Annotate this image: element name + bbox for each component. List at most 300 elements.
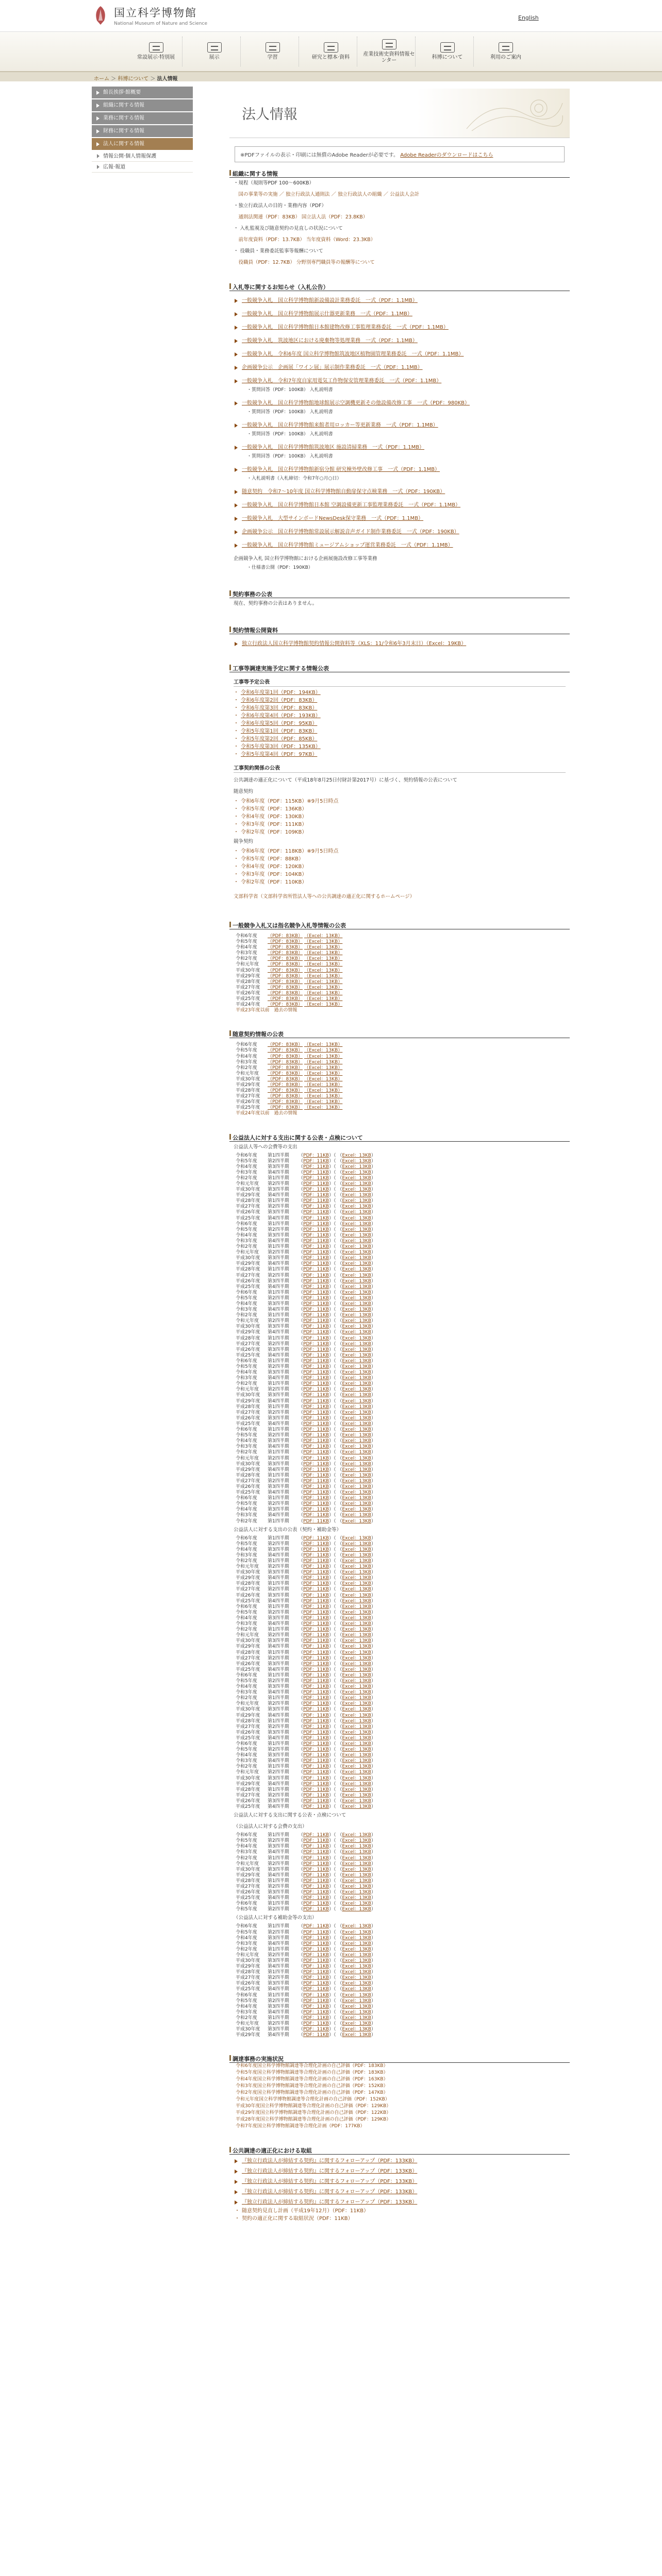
pdf-link[interactable]: PDF：11KB	[303, 1221, 329, 1227]
excel-link[interactable]: （Excel：13KB）	[304, 973, 343, 979]
excel-link[interactable]: Excel：13KB	[342, 1878, 371, 1884]
pdf-link[interactable]: PDF：11KB	[303, 1478, 329, 1484]
excel-link[interactable]: Excel：13KB	[342, 1998, 371, 2004]
excel-link[interactable]: Excel：13KB	[342, 2009, 371, 2015]
pdf-link[interactable]: （PDF：83KB）	[268, 1105, 303, 1111]
pdf-link[interactable]: （PDF：83KB）	[268, 1054, 303, 1059]
pdf-link[interactable]: PDF：11KB	[303, 1364, 329, 1369]
pdf-link[interactable]: PDF：11KB	[303, 1564, 329, 1570]
pdf-link[interactable]: PDF：11KB	[303, 1615, 329, 1621]
excel-link[interactable]: （Excel：13KB）	[304, 1076, 343, 1082]
excel-link[interactable]: Excel：13KB	[342, 1250, 371, 1256]
pdf-link[interactable]: PDF：11KB	[303, 1273, 329, 1278]
excel-link[interactable]: Excel：13KB	[342, 1747, 371, 1753]
org-info-line[interactable]: 役職員（PDF：12.7KB） 分野別専門職員等の報酬等について	[234, 260, 375, 265]
excel-link[interactable]: （Excel：13KB）	[304, 1048, 343, 1054]
pdf-link[interactable]: PDF：11KB	[303, 1232, 329, 1238]
excel-link[interactable]: Excel：13KB	[342, 1713, 371, 1718]
contract-link[interactable]: ・ 令和3年度（PDF：104KB）	[234, 871, 570, 878]
pdf-link[interactable]: PDF：11KB	[303, 1267, 329, 1273]
sidebar-subitem[interactable]: 広報·報道	[92, 162, 193, 173]
plan-link[interactable]: ・ 令和6年度第5回（PDF：95KB）	[234, 720, 570, 727]
pdf-link[interactable]: PDF：11KB	[303, 1850, 329, 1855]
pdf-link[interactable]: PDF：11KB	[303, 1833, 329, 1838]
excel-link[interactable]: Excel：13KB	[342, 1175, 371, 1181]
pdf-link[interactable]: PDF：11KB	[303, 1181, 329, 1187]
pdf-link[interactable]: PDF：11KB	[303, 1376, 329, 1381]
bid-notice-link[interactable]: 一般競争入札 令和7年度自家用電気工作物保安管理業務委託 一式（PDF：1.1MB）	[233, 378, 567, 385]
excel-link[interactable]: Excel：13KB	[342, 1929, 371, 1935]
excel-link[interactable]: Excel：13KB	[342, 1952, 371, 1958]
excel-link[interactable]: （Excel：13KB）	[304, 985, 343, 990]
pdf-link[interactable]: PDF：11KB	[303, 1518, 329, 1524]
excel-link[interactable]: Excel：13KB	[342, 1467, 371, 1472]
pdf-link[interactable]: PDF：11KB	[303, 1713, 329, 1718]
pdf-link[interactable]: PDF：11KB	[303, 1650, 329, 1655]
gnav-item[interactable]	[130, 37, 183, 66]
pdf-link[interactable]: PDF：11KB	[303, 1609, 329, 1615]
excel-link[interactable]: Excel：13KB	[342, 1684, 371, 1690]
excel-link[interactable]: Excel：13KB	[342, 1381, 371, 1387]
follow-up-link[interactable]: 『独立行政法人が締結する契約』に関するフォローアップ（PDF：133KB）	[233, 2199, 567, 2206]
bid-notice-link[interactable]: 一般競争入札 国立科学博物館新宿分館 研究棟外壁改修工事 一式（PDF：1.1MB）	[233, 466, 567, 473]
excel-link[interactable]: Excel：13KB	[342, 1598, 371, 1604]
pdf-link[interactable]: PDF：11KB	[303, 1598, 329, 1604]
pdf-link[interactable]: PDF：11KB	[303, 1592, 329, 1598]
pdf-link[interactable]: PDF：11KB	[303, 1690, 329, 1696]
pdf-link[interactable]: PDF：11KB	[303, 1672, 329, 1678]
excel-link[interactable]: Excel：13KB	[342, 1415, 371, 1421]
excel-link[interactable]: Excel：13KB	[342, 1352, 371, 1358]
excel-link[interactable]: Excel：13KB	[342, 1655, 371, 1661]
follow-up-link[interactable]: 『独立行政法人が締結する契約』に関するフォローアップ（PDF：133KB）	[233, 2189, 567, 2196]
excel-link[interactable]: （Excel：13KB）	[304, 1002, 343, 1008]
pdf-link[interactable]: PDF：11KB	[303, 1352, 329, 1358]
sidebar-item[interactable]: 館長挨拶·館概要	[92, 87, 193, 98]
excel-link[interactable]: （Excel：13KB）	[304, 1099, 343, 1105]
excel-link[interactable]: Excel：13KB	[342, 1170, 371, 1175]
pdf-link[interactable]: PDF：11KB	[303, 1415, 329, 1421]
pdf-link[interactable]: PDF：11KB	[303, 1210, 329, 1215]
pdf-link[interactable]: PDF：11KB	[303, 1992, 329, 1998]
bid-notice-link[interactable]: 一般競争入札 国立科学博物館来館者用ロッカー等更新業務 一式（PDF：1.1MB）	[233, 422, 567, 429]
excel-link[interactable]: Excel：13KB	[342, 1232, 371, 1238]
excel-link[interactable]: Excel：13KB	[342, 1358, 371, 1364]
bid-notice-link[interactable]: 一般競争入札 国立科学博物館ミュージアムショップ運営業務委託 一式（PDF：1.1MB）	[233, 542, 567, 549]
excel-link[interactable]: Excel：13KB	[342, 1307, 371, 1313]
excel-link[interactable]: （Excel：13KB）	[304, 968, 343, 973]
pdf-link[interactable]: PDF：11KB	[303, 1164, 329, 1170]
excel-link[interactable]: Excel：13KB	[342, 1433, 371, 1438]
excel-link[interactable]: （Excel：13KB）	[304, 1105, 343, 1111]
pdf-link[interactable]: PDF：11KB	[303, 1318, 329, 1324]
excel-link[interactable]: Excel：13KB	[342, 1313, 371, 1318]
excel-link[interactable]: Excel：13KB	[342, 1438, 371, 1444]
pdf-link[interactable]: PDF：11KB	[303, 1753, 329, 1758]
pdf-link[interactable]: PDF：11KB	[303, 1781, 329, 1787]
excel-link[interactable]: （Excel：13KB）	[304, 1065, 343, 1071]
pdf-link[interactable]: PDF：11KB	[303, 1730, 329, 1735]
pdf-link[interactable]: PDF：11KB	[303, 1644, 329, 1650]
pdf-link[interactable]: PDF：11KB	[303, 1952, 329, 1958]
excel-link[interactable]: Excel：13KB	[342, 1547, 371, 1552]
pdf-link[interactable]: PDF：11KB	[303, 1844, 329, 1850]
pdf-link[interactable]: PDF：11KB	[303, 1444, 329, 1450]
excel-link[interactable]: （Excel：13KB）	[304, 1059, 343, 1065]
pdf-link[interactable]: PDF：11KB	[303, 1347, 329, 1352]
pdf-link[interactable]: PDF：11KB	[303, 2004, 329, 2009]
excel-link[interactable]: Excel：13KB	[342, 1958, 371, 1963]
pdf-link[interactable]: PDF：11KB	[303, 1490, 329, 1496]
pdf-link[interactable]: PDF：11KB	[303, 1358, 329, 1364]
pdf-link[interactable]: PDF：11KB	[303, 1998, 329, 2004]
excel-link[interactable]: Excel：13KB	[342, 1450, 371, 1455]
sidebar-item[interactable]: 財務に関する情報	[92, 125, 193, 137]
excel-link[interactable]: （Excel：13KB）	[304, 945, 343, 951]
pdf-link[interactable]: PDF：11KB	[303, 1787, 329, 1792]
pdf-link[interactable]: PDF：11KB	[303, 1290, 329, 1295]
pdf-link[interactable]: PDF：11KB	[303, 1696, 329, 1701]
gnav-item[interactable]	[305, 37, 357, 66]
excel-link[interactable]: Excel：13KB	[342, 1741, 371, 1747]
pdf-link[interactable]: PDF：11KB	[303, 1238, 329, 1244]
pdf-link[interactable]: PDF：11KB	[303, 1215, 329, 1221]
pdf-link[interactable]: （PDF：83KB）	[268, 939, 303, 945]
pdf-link[interactable]: （PDF：83KB）	[268, 1042, 303, 1048]
pdf-link[interactable]: PDF：11KB	[303, 1701, 329, 1707]
excel-link[interactable]: Excel：13KB	[342, 1872, 371, 1878]
bid-notice-subnote[interactable]: ・質問回答（PDF：100KB） 入札説明書	[247, 432, 333, 437]
pdf-link[interactable]: PDF：11KB	[303, 1621, 329, 1627]
excel-link[interactable]: Excel：13KB	[342, 1278, 371, 1284]
pdf-link[interactable]: PDF：11KB	[303, 1741, 329, 1747]
excel-link[interactable]: Excel：13KB	[342, 1792, 371, 1798]
excel-link[interactable]: Excel：13KB	[342, 1787, 371, 1792]
excel-link[interactable]: Excel：13KB	[342, 1941, 371, 1946]
pdf-link[interactable]: （PDF：83KB）	[268, 990, 303, 996]
excel-link[interactable]: Excel：13KB	[342, 1707, 371, 1713]
excel-link[interactable]: Excel：13KB	[342, 1215, 371, 1221]
pdf-link[interactable]: （PDF：83KB）	[268, 968, 303, 973]
excel-link[interactable]: Excel：13KB	[342, 1672, 371, 1678]
pdf-link[interactable]: PDF：11KB	[303, 1861, 329, 1867]
pdf-link[interactable]: PDF：11KB	[303, 1855, 329, 1861]
plan-link[interactable]: ・ 令和6年度第2回（PDF：83KB）	[234, 697, 570, 704]
excel-link[interactable]: Excel：13KB	[342, 1690, 371, 1696]
pdf-link[interactable]: PDF：11KB	[303, 1433, 329, 1438]
excel-link[interactable]: Excel：13KB	[342, 1478, 371, 1484]
sidebar-subitem[interactable]: 情報公開·個人情報保護	[92, 151, 193, 162]
excel-link[interactable]: Excel：13KB	[342, 1798, 371, 1804]
pdf-link[interactable]: PDF：11KB	[303, 1278, 329, 1284]
excel-link[interactable]: Excel：13KB	[342, 1181, 371, 1187]
pdf-link[interactable]: （PDF：83KB）	[268, 985, 303, 990]
org-info-line[interactable]: 通則法関連（PDF：83KB） 国立法人法（PDF：23.8KB）	[234, 214, 368, 220]
pdf-link[interactable]: PDF：11KB	[303, 1301, 329, 1307]
pdf-link[interactable]: PDF：11KB	[303, 1987, 329, 1992]
excel-link[interactable]: Excel：13KB	[342, 1238, 371, 1244]
pdf-link[interactable]: PDF：11KB	[303, 1170, 329, 1175]
pdf-link[interactable]: PDF：11KB	[303, 2032, 329, 2038]
bid-notice-subnote[interactable]: ・質問回答（PDF：100KB） 入札説明書	[247, 387, 333, 393]
excel-link[interactable]: Excel：13KB	[342, 2032, 371, 2038]
bid-notice-link[interactable]: 一般競争入札 国立科学博物館日本館 空調設備更新工事監理業務委託 一式（PDF：1.1MB）	[233, 502, 567, 509]
pdf-link[interactable]: PDF：11KB	[303, 1764, 329, 1770]
pdf-link[interactable]: PDF：11KB	[303, 1867, 329, 1872]
excel-link[interactable]: Excel：13KB	[342, 1678, 371, 1684]
gnav-item[interactable]	[247, 37, 299, 66]
excel-link[interactable]: Excel：13KB	[342, 1992, 371, 1998]
pdf-link[interactable]: PDF：11KB	[303, 1958, 329, 1963]
bid-notice-link[interactable]: 一般競争入札 令和6年度 国立科学博物館筑波地区植物園管理業務委託 一式（PDF：1.1MB）	[233, 351, 567, 358]
excel-link[interactable]: Excel：13KB	[342, 1295, 371, 1301]
pdf-link[interactable]: PDF：11KB	[303, 1370, 329, 1376]
excel-link[interactable]: Excel：13KB	[342, 1455, 371, 1461]
pdf-link[interactable]: PDF：11KB	[303, 1633, 329, 1638]
pdf-link[interactable]: PDF：11KB	[303, 1804, 329, 1810]
breadcrumb-about[interactable]: 科博について	[118, 76, 149, 82]
contract-link[interactable]: ・ 令和4年度（PDF：120KB）	[234, 863, 570, 871]
contract-info-link[interactable]: 独立行政法人国立科学博物館契約情報公開資料等（XLS：11/令和6年3月末日）（Excel：19KB）	[233, 640, 567, 648]
excel-link[interactable]: Excel：13KB	[342, 1507, 371, 1513]
bid-notice-link[interactable]: 企画競争公示 国立科学博物館常設展示解説音声ガイド制作業務委託 一式（PDF：190KB）	[233, 529, 567, 536]
excel-link[interactable]: Excel：13KB	[342, 1644, 371, 1650]
pdf-link[interactable]: PDF：11KB	[303, 1295, 329, 1301]
excel-link[interactable]: Excel：13KB	[342, 1615, 371, 1621]
plan-link[interactable]: ・ 令和6年度第1回（PDF：194KB）	[234, 689, 570, 697]
excel-link[interactable]: Excel：13KB	[342, 2015, 371, 2021]
pdf-link[interactable]: PDF：11KB	[303, 1450, 329, 1455]
excel-link[interactable]: Excel：13KB	[342, 1609, 371, 1615]
excel-link[interactable]: Excel：13KB	[342, 1256, 371, 1261]
pdf-link[interactable]: PDF：11KB	[303, 1770, 329, 1775]
excel-link[interactable]: Excel：13KB	[342, 1775, 371, 1781]
bid-tail-link[interactable]: ・仕様書公開（PDF：190KB）	[247, 565, 313, 570]
contract-link[interactable]: ・ 令和3年度（PDF：111KB）	[234, 821, 570, 828]
excel-link[interactable]: Excel：13KB	[342, 1867, 371, 1872]
excel-link[interactable]: Excel：13KB	[342, 1661, 371, 1667]
pdf-link[interactable]: PDF：11KB	[303, 2021, 329, 2027]
pdf-link[interactable]: PDF：11KB	[303, 1153, 329, 1158]
pdf-link[interactable]: PDF：11KB	[303, 1575, 329, 1581]
bid-notice-link[interactable]: 一般競争入札 国立科学博物館筑波地区 施設清掃業務 一式（PDF：1.1MB）	[233, 444, 567, 451]
pdf-link[interactable]: PDF：11KB	[303, 1975, 329, 1981]
pdf-link[interactable]: PDF：11KB	[303, 1324, 329, 1330]
pdf-link[interactable]: PDF：11KB	[303, 1638, 329, 1644]
pdf-link[interactable]: （PDF：83KB）	[268, 945, 303, 951]
excel-link[interactable]: （Excel：13KB）	[304, 1071, 343, 1076]
pdf-link[interactable]: PDF：11KB	[303, 1455, 329, 1461]
pdf-link[interactable]: PDF：11KB	[303, 1404, 329, 1410]
excel-link[interactable]: Excel：13KB	[342, 2004, 371, 2009]
excel-link[interactable]: Excel：13KB	[342, 1924, 371, 1929]
excel-link[interactable]: Excel：13KB	[342, 1221, 371, 1227]
excel-link[interactable]: Excel：13KB	[342, 1627, 371, 1633]
contract-link[interactable]: ・ 令和6年度（PDF：118KB）※9月5日時点	[234, 848, 570, 855]
pdf-link[interactable]: PDF：11KB	[303, 1775, 329, 1781]
sidebar-item[interactable]: 組織に関する情報	[92, 99, 193, 111]
excel-link[interactable]: Excel：13KB	[342, 1444, 371, 1450]
excel-link[interactable]: Excel：13KB	[342, 1833, 371, 1838]
pdf-link[interactable]: PDF：11KB	[303, 1684, 329, 1690]
excel-link[interactable]: Excel：13KB	[342, 1164, 371, 1170]
excel-link[interactable]: （Excel：13KB）	[304, 990, 343, 996]
pdf-link[interactable]: （PDF：83KB）	[268, 1002, 303, 1008]
contract-link[interactable]: ・ 令和2年度（PDF：109KB）	[234, 828, 570, 836]
procurement-link[interactable]: 令和3年度国立科学博物館調達等合理化計画の自己評価（PDF：152KB）	[236, 2083, 388, 2089]
procurement-link[interactable]: 令和7年度国立科学博物館調達等合理化計画（PDF：177KB）	[236, 2124, 365, 2129]
review-link[interactable]: ・ 随意契約見直し計画（平成19年12月）（PDF：11KB）	[235, 2207, 570, 2215]
excel-link[interactable]: Excel：13KB	[342, 1227, 371, 1232]
excel-link[interactable]: Excel：13KB	[342, 1770, 371, 1775]
excel-link[interactable]: Excel：13KB	[342, 1735, 371, 1741]
pdf-link[interactable]: PDF：11KB	[303, 1387, 329, 1393]
bid-notice-subnote[interactable]: ・入札説明書（入札締切：令和7年○月○日）	[247, 476, 342, 481]
pdf-link[interactable]: PDF：11KB	[303, 1935, 329, 1941]
org-info-line[interactable]: 前年度資料（PDF：13.7KB） 当年度資料（Word：23.3KB）	[234, 237, 376, 243]
excel-link[interactable]: （Excel：13KB）	[304, 962, 343, 968]
pdf-link[interactable]: PDF：11KB	[303, 1427, 329, 1433]
pdf-link[interactable]: PDF：11KB	[303, 1313, 329, 1318]
pdf-link[interactable]: PDF：11KB	[303, 1655, 329, 1661]
pdf-link[interactable]: PDF：11KB	[303, 1552, 329, 1558]
pdf-link[interactable]: PDF：11KB	[303, 1461, 329, 1467]
excel-link[interactable]: Excel：13KB	[342, 1427, 371, 1433]
excel-link[interactable]: Excel：13KB	[342, 1946, 371, 1952]
site-logo[interactable]	[92, 5, 207, 26]
excel-link[interactable]: Excel：13KB	[342, 1650, 371, 1655]
pdf-link[interactable]: PDF：11KB	[303, 1570, 329, 1575]
excel-link[interactable]: Excel：13KB	[342, 1890, 371, 1895]
pdf-link[interactable]: PDF：11KB	[303, 1707, 329, 1713]
follow-up-link[interactable]: 『独立行政法人が締結する契約』に関するフォローアップ（PDF：133KB）	[233, 2178, 567, 2185]
pdf-link[interactable]: PDF：11KB	[303, 1467, 329, 1472]
excel-link[interactable]: Excel：13KB	[342, 1410, 371, 1415]
excel-link[interactable]: Excel：13KB	[342, 1604, 371, 1609]
excel-link[interactable]: （Excel：13KB）	[304, 1042, 343, 1048]
excel-link[interactable]: （Excel：13KB）	[304, 939, 343, 945]
excel-link[interactable]: Excel：13KB	[342, 1861, 371, 1867]
contract-link[interactable]: ・ 令和6年度（PDF：115KB）※9月5日時点	[234, 798, 570, 805]
pdf-link[interactable]: PDF：11KB	[303, 1198, 329, 1204]
plan-link[interactable]: ・ 令和5年度第3回（PDF：135KB）	[234, 743, 570, 751]
excel-link[interactable]: Excel：13KB	[342, 1330, 371, 1335]
gnav-item[interactable]	[363, 37, 416, 66]
excel-link[interactable]: Excel：13KB	[342, 1301, 371, 1307]
pdf-link[interactable]: PDF：11KB	[303, 1541, 329, 1547]
excel-link[interactable]: Excel：13KB	[342, 1496, 371, 1501]
excel-link[interactable]: Excel：13KB	[342, 1387, 371, 1393]
excel-link[interactable]: （Excel：13KB）	[304, 956, 343, 962]
pdf-link[interactable]: （PDF：83KB）	[268, 979, 303, 985]
excel-link[interactable]: Excel：13KB	[342, 1855, 371, 1861]
pdf-link[interactable]: PDF：11KB	[303, 1678, 329, 1684]
excel-link[interactable]: Excel：13KB	[342, 1370, 371, 1376]
excel-link[interactable]: （Excel：13KB）	[304, 996, 343, 1002]
pdf-link[interactable]: （PDF：83KB）	[268, 1088, 303, 1094]
procurement-link[interactable]: 令和2年度国立科学博物館調達等合理化計画の自己評価（PDF：147KB）	[236, 2090, 388, 2096]
bid-notice-link[interactable]: 一般競争入札 国立科学博物館日本館建物改修工事監理業務委託 一式（PDF：1.1MB）	[233, 324, 567, 331]
procurement-link[interactable]: 平成28年度国立科学博物館調達等合理化計画の自己評価（PDF：129KB）	[236, 2117, 391, 2123]
pdf-link[interactable]: PDF：11KB	[303, 1484, 329, 1489]
excel-link[interactable]: Excel：13KB	[342, 1975, 371, 1981]
pdf-link[interactable]: （PDF：83KB）	[268, 1059, 303, 1065]
excel-link[interactable]: Excel：13KB	[342, 1552, 371, 1558]
sidebar-item[interactable]: 法人に関する情報	[92, 138, 193, 150]
procurement-link[interactable]: 平成30年度国立科学博物館調達等合理化計画の自己評価（PDF：129KB）	[236, 2104, 391, 2109]
pdf-link[interactable]: PDF：11KB	[303, 1227, 329, 1232]
excel-link[interactable]: Excel：13KB	[342, 1158, 371, 1164]
excel-link[interactable]: Excel：13KB	[342, 1884, 371, 1889]
excel-link[interactable]: Excel：13KB	[342, 1273, 371, 1278]
pdf-link[interactable]: PDF：11KB	[303, 1204, 329, 1210]
pdf-link[interactable]: PDF：11KB	[303, 1507, 329, 1513]
excel-link[interactable]: Excel：13KB	[342, 1907, 371, 1912]
pdf-link[interactable]: PDF：11KB	[303, 1884, 329, 1889]
contract-link[interactable]: ・ 令和5年度（PDF：88KB）	[234, 855, 570, 863]
excel-link[interactable]: Excel：13KB	[342, 1987, 371, 1992]
pdf-link[interactable]: PDF：11KB	[303, 1798, 329, 1804]
excel-link[interactable]: Excel：13KB	[342, 2021, 371, 2027]
excel-link[interactable]: Excel：13KB	[342, 1587, 371, 1592]
pdf-link[interactable]: PDF：11KB	[303, 1878, 329, 1884]
pdf-link[interactable]: PDF：11KB	[303, 1330, 329, 1335]
pdf-link[interactable]: PDF：11KB	[303, 1496, 329, 1501]
excel-link[interactable]: Excel：13KB	[342, 1638, 371, 1644]
pdf-link[interactable]: PDF：11KB	[303, 1872, 329, 1878]
excel-link[interactable]: （Excel：13KB）	[304, 1094, 343, 1099]
pdf-link[interactable]: PDF：11KB	[303, 1792, 329, 1798]
excel-link[interactable]: Excel：13KB	[342, 1970, 371, 1975]
gnav-item[interactable]	[480, 37, 532, 66]
excel-link[interactable]: Excel：13KB	[342, 1421, 371, 1427]
excel-link[interactable]: Excel：13KB	[342, 1472, 371, 1478]
pdf-link[interactable]: （PDF：83KB）	[268, 996, 303, 1002]
excel-link[interactable]: Excel：13KB	[342, 1541, 371, 1547]
sidebar-item[interactable]: 業務に関する情報	[92, 112, 193, 124]
bid-notice-link[interactable]: 一般競争入札 筑波地区における廃棄物等処理業務 一式（PDF：1.1MB）	[233, 337, 567, 345]
excel-link[interactable]: Excel：13KB	[342, 1667, 371, 1672]
excel-link[interactable]: Excel：13KB	[342, 1901, 371, 1907]
pdf-link[interactable]: （PDF：83KB）	[268, 962, 303, 968]
excel-link[interactable]: Excel：13KB	[342, 1730, 371, 1735]
excel-link[interactable]: Excel：13KB	[342, 1398, 371, 1404]
pdf-link[interactable]: PDF：11KB	[303, 1175, 329, 1181]
pdf-link[interactable]: （PDF：83KB）	[268, 1071, 303, 1076]
adobe-reader-link[interactable]: Adobe Readerのダウンロードはこちら	[400, 152, 493, 158]
excel-link[interactable]: Excel：13KB	[342, 1558, 371, 1564]
ministry-footnote[interactable]: 文部科学省（文部科学省所管法人等への公共調達の適正化に関するホームページ）	[234, 894, 415, 900]
excel-link[interactable]: Excel：13KB	[342, 1204, 371, 1210]
pdf-link[interactable]: PDF：11KB	[303, 1187, 329, 1193]
excel-link[interactable]: Excel：13KB	[342, 1404, 371, 1410]
pdf-link[interactable]: PDF：11KB	[303, 2009, 329, 2015]
excel-link[interactable]: （Excel：13KB）	[304, 934, 343, 939]
excel-link[interactable]: （Excel：13KB）	[304, 1054, 343, 1059]
pdf-link[interactable]: PDF：11KB	[303, 1604, 329, 1609]
pdf-link[interactable]: PDF：11KB	[303, 1718, 329, 1724]
excel-link[interactable]: Excel：13KB	[342, 1844, 371, 1850]
pdf-link[interactable]: PDF：11KB	[303, 1587, 329, 1592]
procurement-link[interactable]: 令和4年度国立科学博物館調達等合理化計画の自己評価（PDF：163KB）	[236, 2077, 388, 2082]
pdf-link[interactable]: PDF：11KB	[303, 1244, 329, 1250]
excel-link[interactable]: Excel：13KB	[342, 1364, 371, 1369]
pdf-link[interactable]: PDF：11KB	[303, 1735, 329, 1741]
pdf-link[interactable]: PDF：11KB	[303, 1895, 329, 1901]
bid-notice-link[interactable]: 随意契約 令和7～10年度 国立科学博物館自動扉保守点検業務 一式（PDF：190KB）	[233, 488, 567, 496]
excel-link[interactable]: Excel：13KB	[342, 1335, 371, 1341]
plan-link[interactable]: ・ 令和6年度第4回（PDF：193KB）	[234, 712, 570, 720]
